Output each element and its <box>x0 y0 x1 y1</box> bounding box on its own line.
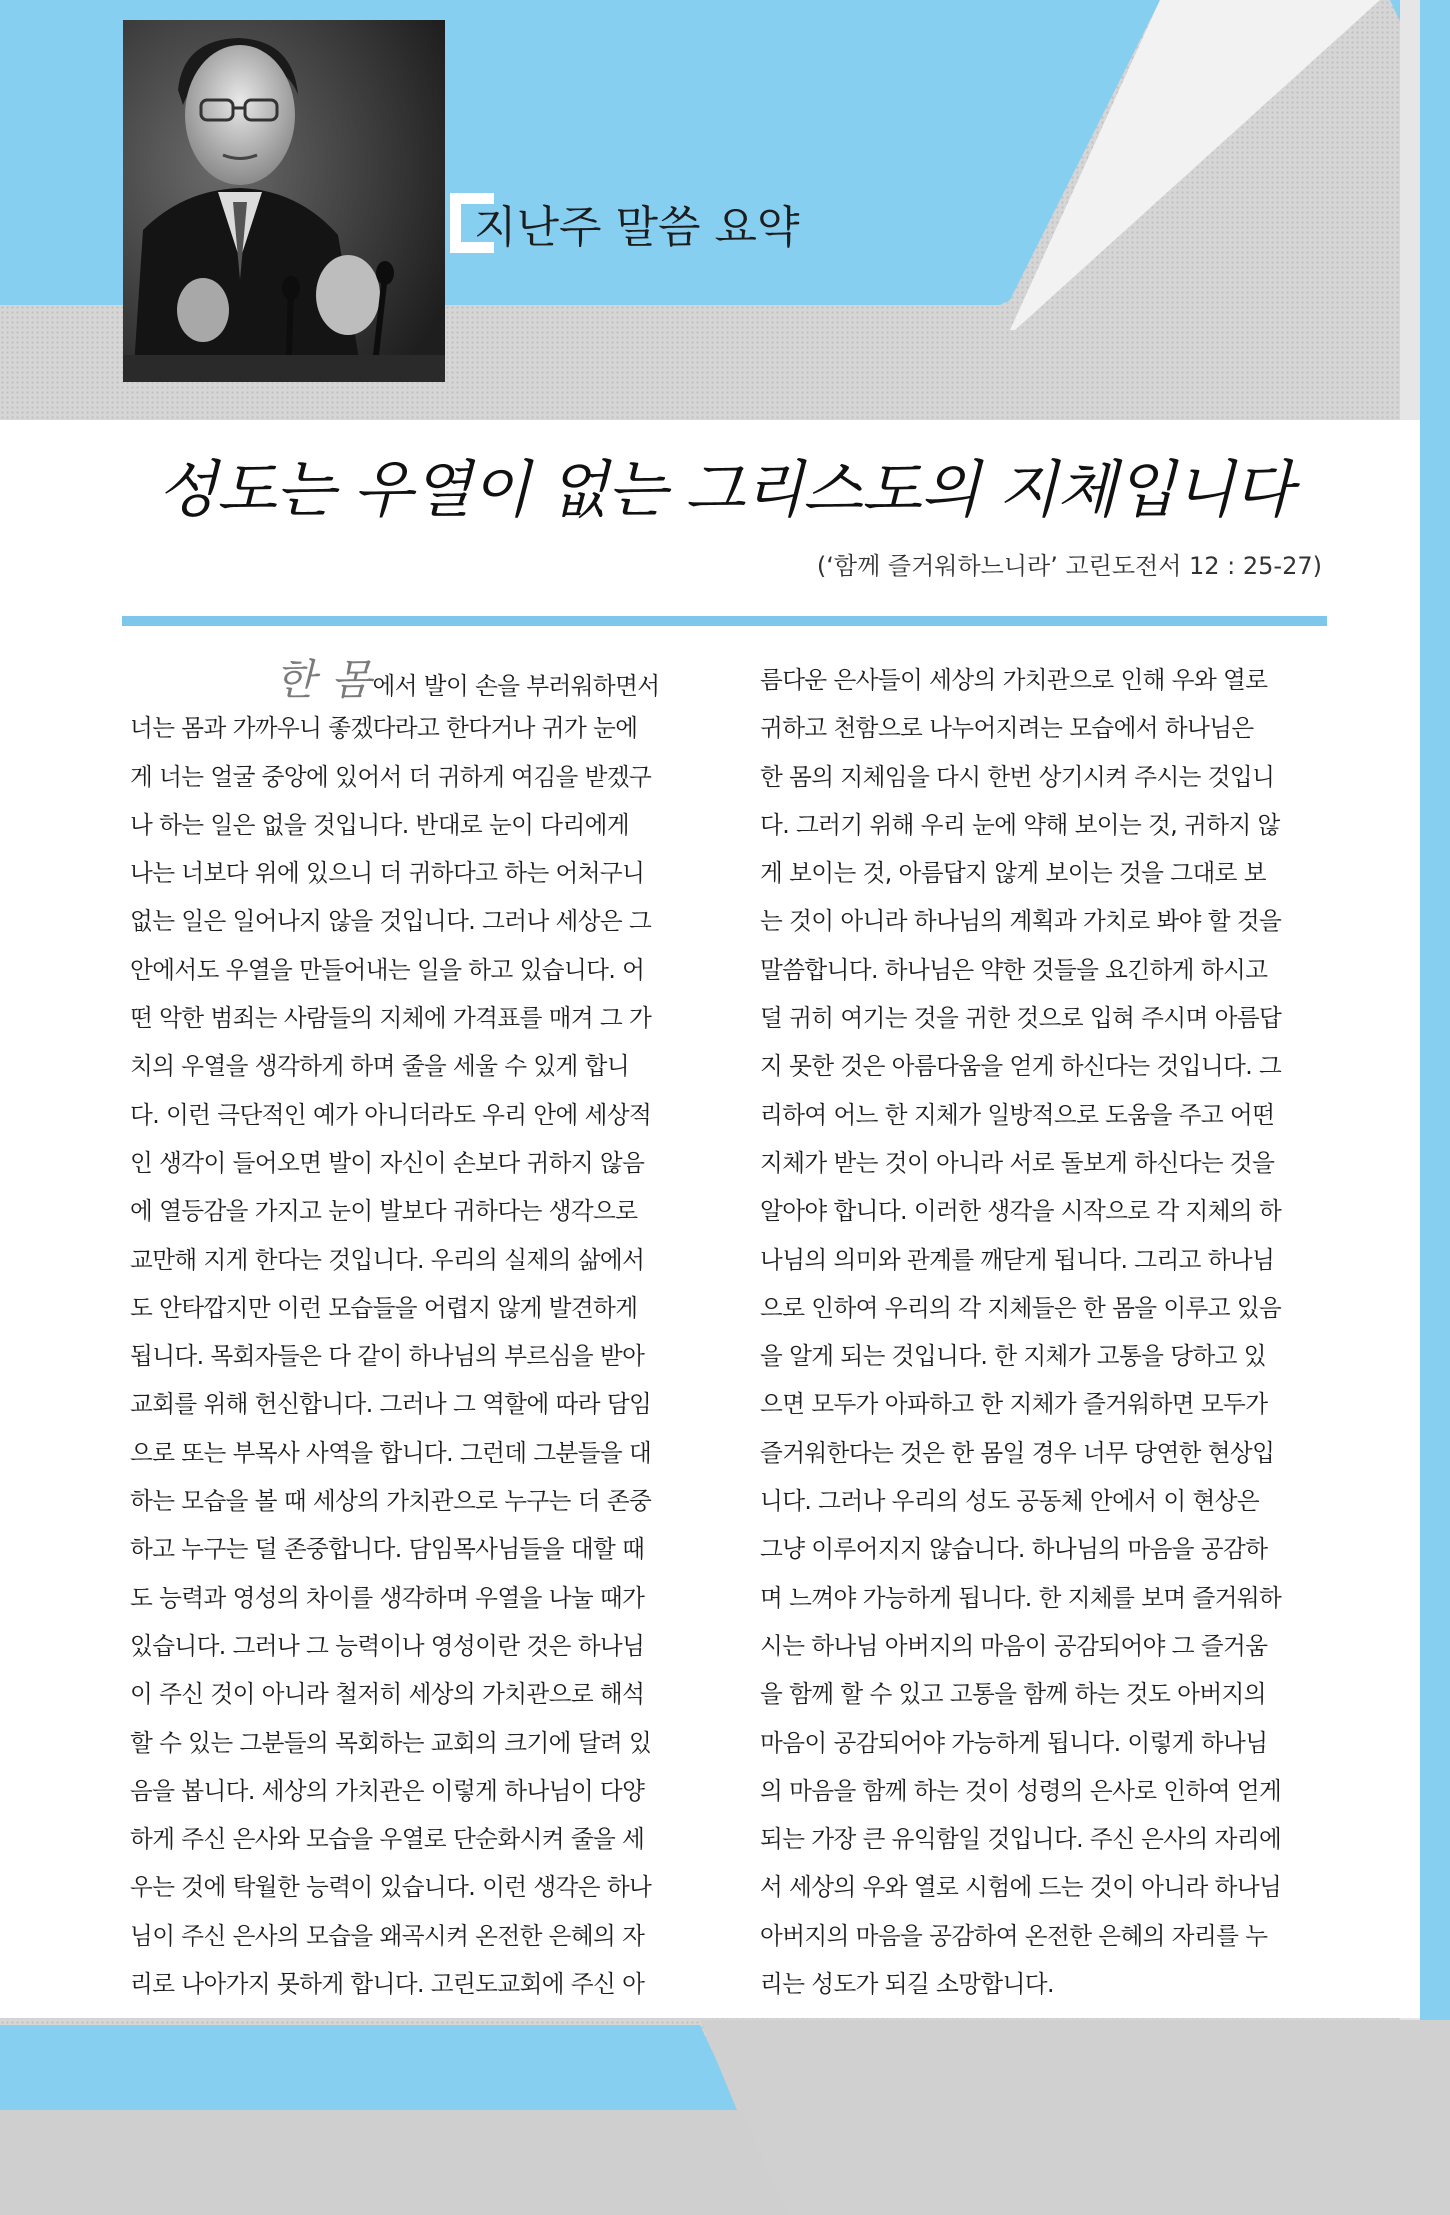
article-line: 교회를 위해 헌신합니다. 그러나 그 역할에 따라 담임 <box>130 1390 652 1419</box>
article-line: 의 마음을 함께 하는 것이 성령의 은사로 인하여 얻게 <box>760 1776 1282 1805</box>
article-line: 우는 것에 탁월한 능력이 있습니다. 이런 생각은 하나 <box>130 1873 652 1902</box>
article-line: 떤 악한 범죄는 사람들의 지체에 가격표를 매겨 그 가 <box>130 1004 652 1033</box>
article-column-left <box>130 656 705 2008</box>
article-line: 리하여 어느 한 지체가 일방적으로 도움을 주고 어떤 <box>760 1100 1275 1129</box>
article-line: 게 너는 얼굴 중앙에 있어서 더 귀하게 여김을 받겠구 <box>130 762 652 791</box>
article-line: 님이 주신 은사의 모습을 왜곡시켜 온전한 은혜의 자 <box>130 1921 645 1950</box>
article-line: 게 보이는 것, 아름답지 않게 보이는 것을 그대로 보 <box>760 859 1266 888</box>
section-label-text: 지난주 말씀 요약 <box>474 202 800 253</box>
article-line: 시는 하나님 아버지의 마음이 공감되어야 그 즐거움 <box>760 1631 1268 1660</box>
section-label <box>450 178 800 268</box>
article-line: 서 세상의 우와 열로 시험에 드는 것이 아니라 하나님 <box>760 1873 1282 1902</box>
article-line: 없는 일은 일어나지 않을 것입니다. 그러나 세상은 그 <box>130 907 652 936</box>
article-line: 할 수 있는 그분들의 목회하는 교회의 크기에 달려 있 <box>130 1728 652 1757</box>
article-line: 에서 발이 손을 부러워하면서 <box>372 672 660 700</box>
article-line: 도 능력과 영성의 차이를 생각하며 우열을 나눌 때가 <box>130 1583 645 1612</box>
article-line: 하게 주신 은사와 모습을 우열로 단순화시켜 줄을 세 <box>130 1825 645 1854</box>
article-line: 치의 우열을 생각하게 하며 줄을 세울 수 있게 합니 <box>130 1052 630 1081</box>
article-line: 마음이 공감되어야 가능하게 됩니다. 이렇게 하나님 <box>760 1728 1268 1757</box>
article-line: 음을 봅니다. 세상의 가치관은 이렇게 하나님이 다양 <box>130 1776 645 1805</box>
article-line: 되는 가장 큰 유익함일 것입니다. 주신 은사의 자리에 <box>760 1825 1282 1854</box>
article-line: 나님의 의미와 관계를 깨닫게 됩니다. 그리고 하나님 <box>760 1245 1275 1274</box>
article-line: 지체가 받는 것이 아니라 서로 돌보게 하신다는 것을 <box>760 1148 1275 1177</box>
article-line: 도 안타깝지만 이런 모습들을 어렵지 않게 발견하게 <box>130 1293 638 1322</box>
article-line: 리는 성도가 되길 소망합니다. <box>760 1970 1054 1999</box>
article-line: 니다. 그러나 우리의 성도 공동체 안에서 이 현상은 <box>760 1487 1260 1516</box>
article-line: 을 함께 할 수 있고 고통을 함께 하는 것도 아버지의 <box>760 1680 1266 1709</box>
article-line: 귀하고 천함으로 나누어지려는 모습에서 하나님은 <box>760 714 1254 743</box>
speaker-photo <box>123 20 445 382</box>
article-line: 알아야 합니다. 이러한 생각을 시작으로 각 지체의 하 <box>760 1197 1282 1226</box>
article-line: 하는 모습을 볼 때 세상의 가치관으로 누구는 더 존중 <box>130 1487 652 1516</box>
article-line: 너는 몸과 가까우니 좋겠다라고 한다거나 귀가 눈에 <box>130 714 638 743</box>
article-line: 름다운 은사들이 세상의 가치관으로 인해 우와 열로 <box>760 666 1268 694</box>
article-line: 으로 또는 부목사 사역을 합니다. 그런데 그분들을 대 <box>130 1438 652 1467</box>
article-line: 이 주신 것이 아니라 철저히 세상의 가치관으로 해석 <box>130 1680 645 1709</box>
article-line: 안에서도 우열을 만들어내는 일을 하고 있습니다. 어 <box>130 955 645 984</box>
article-line: 으면 모두가 아파하고 한 지체가 즐거워하면 모두가 <box>760 1390 1268 1419</box>
article-line: 다. 이런 극단적인 예가 아니더라도 우리 안에 세상적 <box>130 1100 652 1129</box>
article-line: 며 느껴야 가능하게 됩니다. 한 지체를 보며 즐거워하 <box>760 1583 1282 1612</box>
article-line: 말씀합니다. 하나님은 약한 것들을 요긴하게 하시고 <box>760 955 1268 984</box>
article-line: 인 생각이 들어오면 발이 자신이 손보다 귀하지 않음 <box>130 1148 645 1177</box>
speaker-photo-image <box>123 20 445 382</box>
article-line: 나 하는 일은 없을 것입니다. 반대로 눈이 다리에게 <box>130 810 630 839</box>
article-line: 하고 누구는 덜 존중합니다. 담임목사님들을 대할 때 <box>130 1535 645 1564</box>
article-column-right <box>760 656 1335 2008</box>
article-line: 됩니다. 목회자들은 다 같이 하나님의 부르심을 받아 <box>130 1342 645 1371</box>
article-line: 는 것이 아니라 하나님의 계획과 가치로 봐야 할 것을 <box>760 907 1282 936</box>
sermon-title: 성도는 우열이 없는 그리스도의 지체입니다 <box>157 453 1293 526</box>
article-line: 있습니다. 그러나 그 능력이나 영성이란 것은 하나님 <box>130 1631 645 1660</box>
article-line: 한 몸의 지체임을 다시 한번 상기시켜 주시는 것입니 <box>760 762 1275 791</box>
drop-cap: 한 몸 <box>275 655 373 704</box>
scripture-reference: (‘함께 즐거워하느니라’ 고린도전서 12 : 25-27) <box>816 552 1322 580</box>
article-line: 덜 귀히 여기는 것을 귀한 것으로 입혀 주시며 아름답 <box>760 1004 1282 1033</box>
article-line: 교만해 지게 한다는 것입니다. 우리의 실제의 삶에서 <box>130 1245 645 1274</box>
article-first-line <box>130 656 705 704</box>
article-line: 에 열등감을 가지고 눈이 발보다 귀하다는 생각으로 <box>130 1197 638 1226</box>
title-divider <box>122 616 1327 626</box>
article-line: 리로 나아가지 못하게 합니다. 고린도교회에 주신 아 <box>130 1970 645 1999</box>
article-line: 지 못한 것은 아름다움을 얻게 하신다는 것입니다. 그 <box>760 1052 1282 1081</box>
article-line: 그냥 이루어지지 않습니다. 하나님의 마음을 공감하 <box>760 1535 1268 1564</box>
article-line: 즐거워한다는 것은 한 몸일 경우 너무 당연한 현상입 <box>760 1438 1275 1467</box>
article-line: 을 알게 되는 것입니다. 한 지체가 고통을 당하고 있 <box>760 1342 1266 1371</box>
article-line: 다. 그러기 위해 우리 눈에 약해 보이는 것, 귀하지 않 <box>760 810 1280 839</box>
article-line: 나는 너보다 위에 있으니 더 귀하다고 하는 어처구니 <box>130 859 645 888</box>
article-line: 아버지의 마음을 공감하여 온전한 은혜의 자리를 누 <box>760 1921 1268 1950</box>
article-line: 으로 인하여 우리의 각 지체들은 한 몸을 이루고 있음 <box>760 1293 1282 1322</box>
